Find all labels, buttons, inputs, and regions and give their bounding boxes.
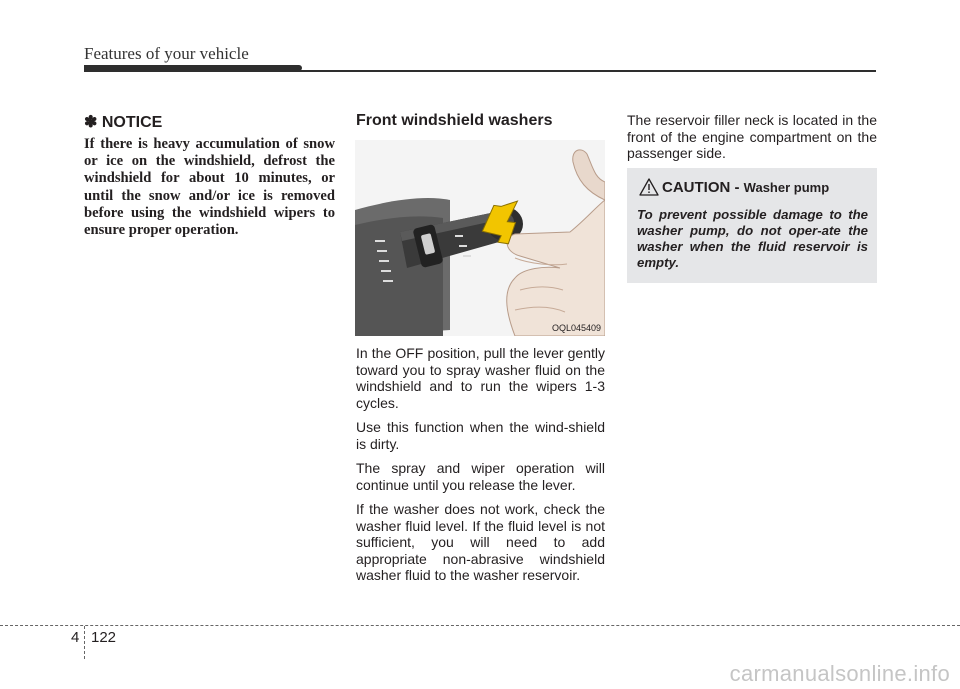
reservoir-location-text: The reservoir filler neck is located in the front of the engine compartment on the passenger side. — [627, 112, 877, 161]
instruction-paragraph: If the washer does not work, check the washer fluid level. If the fluid level is not sufficient, you will need to add appropriate non-abrasive windshield washer fluid to the washer reservoir. — [356, 501, 605, 583]
caution-title — [662, 179, 829, 196]
instruction-paragraph: Use this function when the wind-shield is dirty. — [356, 419, 605, 452]
instruction-paragraph: The spray and wiper operation will continue until you release the lever. — [356, 460, 605, 493]
section-heading: Front windshield washers — [356, 112, 553, 129]
wiper-lever-illustration — [355, 140, 605, 336]
instruction-paragraph: In the OFF position, pull the lever gently toward you to spray washer fluid on the windshield and to run the wipers 1-3 cycles. — [356, 345, 605, 411]
warning-triangle-icon — [639, 178, 659, 201]
washer-instructions — [356, 345, 605, 592]
page-number: 122 — [91, 629, 117, 646]
watermark: carmanualsonline.info — [729, 661, 950, 686]
header-rule — [84, 70, 876, 72]
running-header: Features of your vehicle — [84, 44, 249, 63]
caution-subtitle: Washer pump — [743, 180, 830, 195]
caution-label: CAUTION - — [662, 179, 744, 196]
notice-heading: ✽ NOTICE — [84, 114, 163, 131]
caution-body: To prevent possible damage to the washer pump, do not oper-ate the washer when the fluid reservoir is empty. — [637, 207, 868, 270]
footer-rule — [0, 625, 960, 626]
lever-hand-drawing — [355, 140, 605, 336]
chapter-number: 4 — [71, 629, 80, 646]
notice-body: If there is heavy accumulation of snow or ice on the windshield, defrost the windshield for about 10 minutes, or until the snow and/or ice is removed before using the windshield wipers to ensure proper operation. — [84, 136, 335, 239]
caution-box — [627, 168, 877, 283]
figure-code: OQL045409 — [551, 323, 601, 333]
footer-divider — [84, 626, 85, 659]
